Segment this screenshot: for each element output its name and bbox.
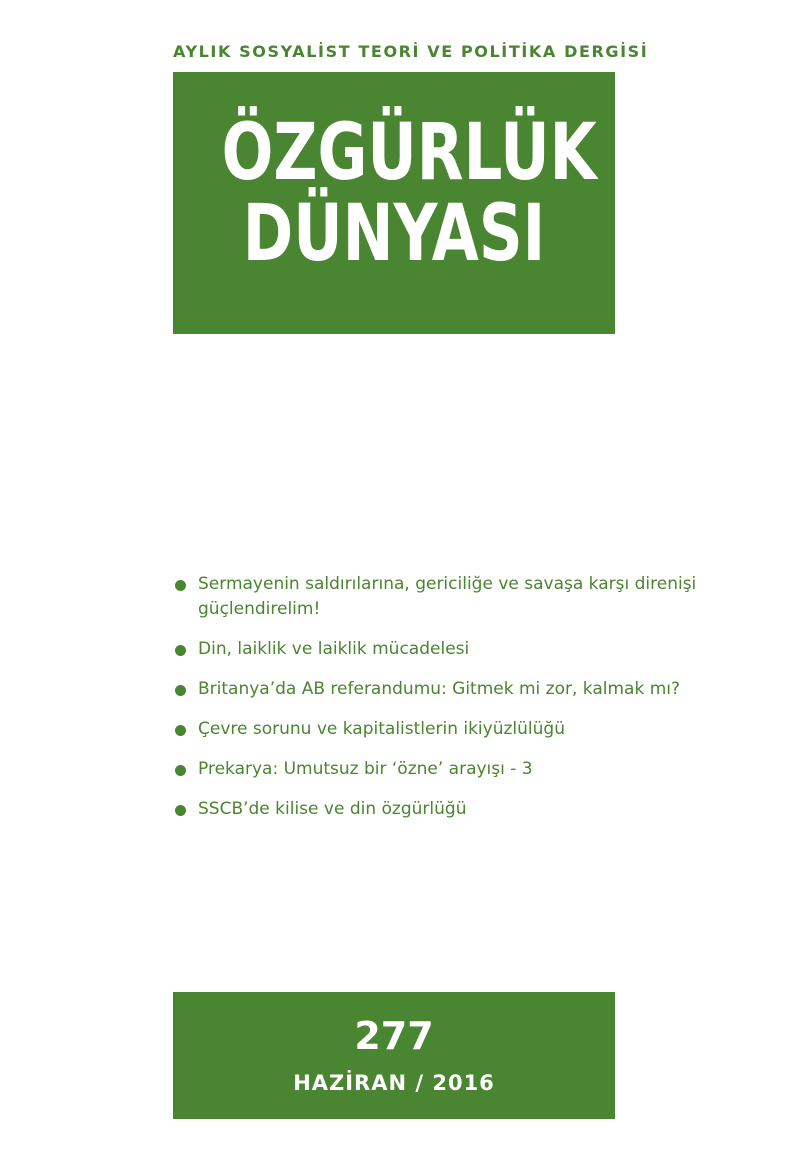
contents-list [173,572,713,837]
masthead-box [173,72,615,334]
contents-item-text: Prekarya: Umutsuz bir ‘özne’ arayışı - 3 [198,759,533,779]
bullet-icon [175,685,186,696]
contents-item-text: Sermayenin saldırılarına, gericiliğe ve savaşa karşı direnişi güçlendirelim! [198,574,697,619]
contents-item [173,572,713,622]
contents-item [173,677,713,702]
contents-item [173,757,713,782]
contents-item-text: Din, laiklik ve laiklik mücadelesi [198,639,470,659]
issue-number: 277 [354,1014,434,1058]
masthead-title-line2: DÜNYASI [242,189,546,279]
bullet-icon [175,580,186,591]
bullet-icon [175,645,186,656]
contents-item-text: SSCB’de kilise ve din özgürlüğü [198,799,467,819]
bullet-icon [175,765,186,776]
masthead-title-line1: ÖZGÜRLÜK [221,108,597,198]
issue-date: HAZİRAN / 2016 [293,1071,495,1095]
contents-item [173,637,713,662]
issue-box [173,992,615,1119]
contents-item-text: Britanya’da AB referandumu: Gitmek mi zor, kalmak mı? [198,679,681,699]
contents-item [173,717,713,742]
magazine-tagline: AYLIK SOSYALİST TEORİ VE POLİTİKA DERGİSİ [173,42,649,61]
bullet-icon [175,805,186,816]
bullet-icon [175,725,186,736]
contents-item [173,797,713,822]
contents-item-text: Çevre sorunu ve kapitalistlerin ikiyüzlülüğü [198,719,565,739]
